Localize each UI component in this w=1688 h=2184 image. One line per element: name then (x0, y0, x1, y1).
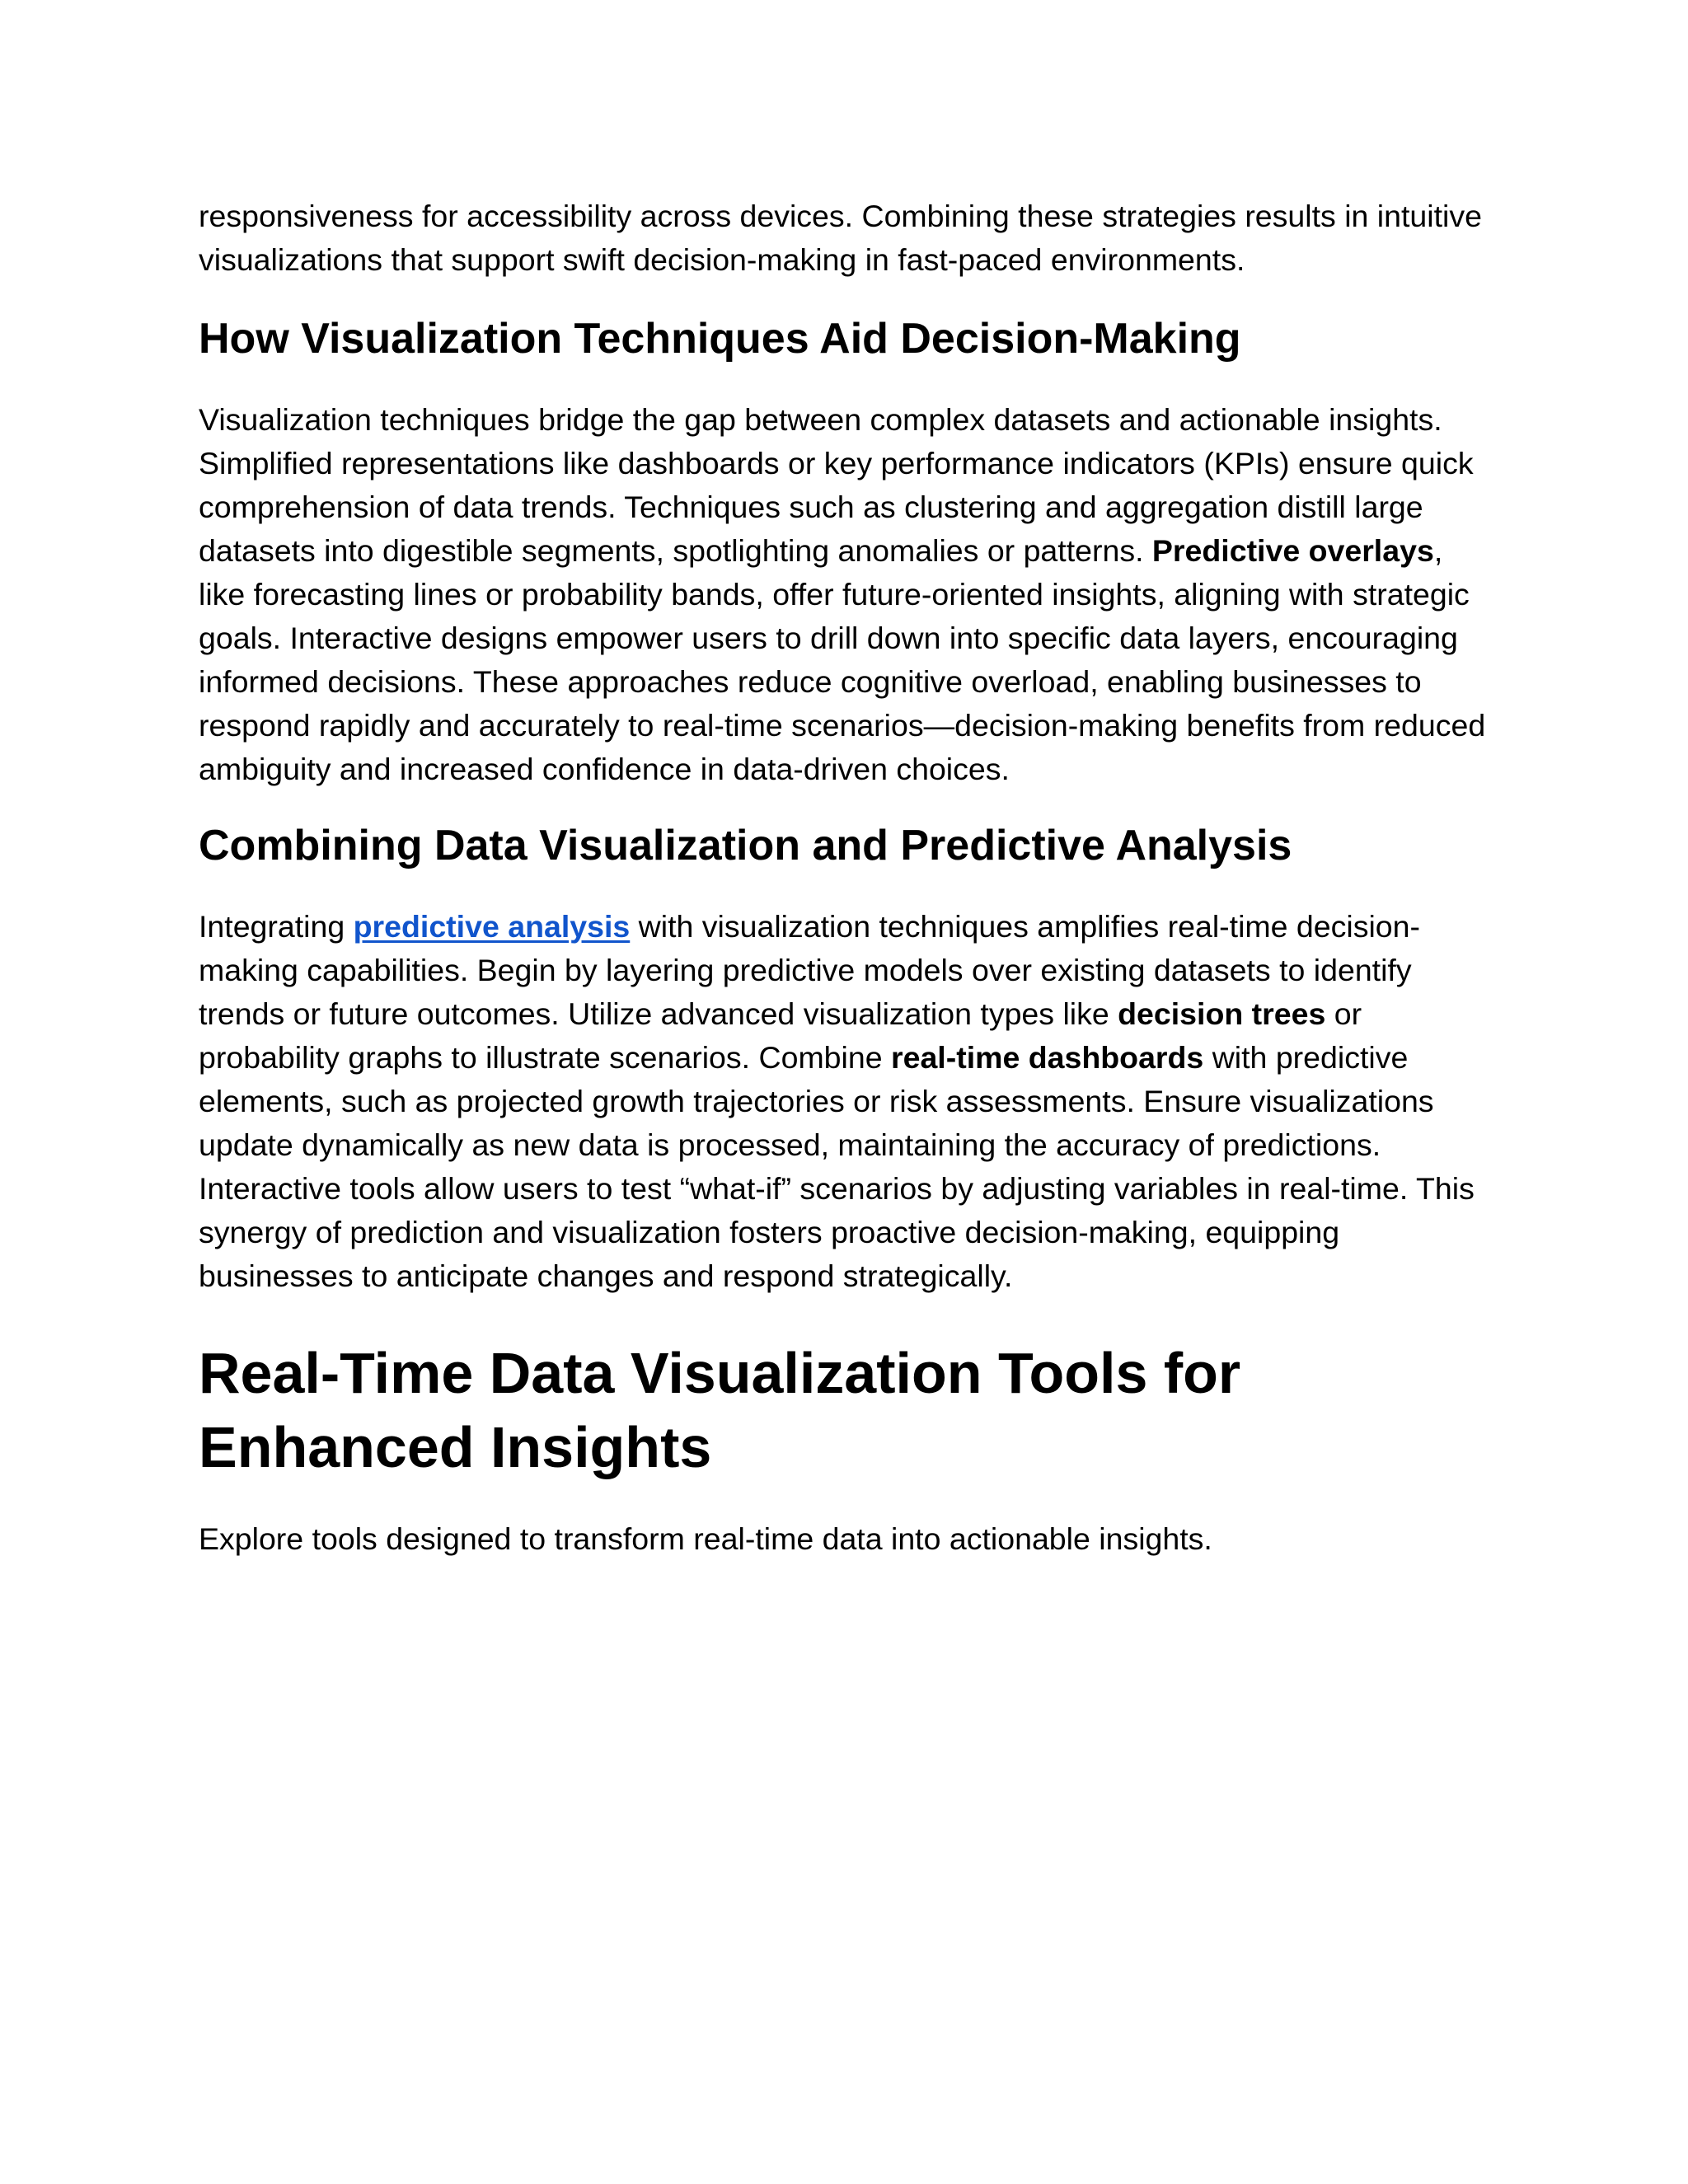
bold-term-real-time-dashboards: real-time dashboards (891, 1040, 1204, 1075)
bold-term-predictive-overlays: Predictive overlays (1151, 533, 1434, 568)
predictive-analysis-link[interactable]: predictive analysis (353, 909, 631, 944)
section-paragraph-predictive-analysis (199, 905, 1493, 1298)
section-heading-predictive-analysis: Combining Data Visualization and Predictive Analysis (199, 822, 1292, 869)
section-paragraph-visualization-techniques (199, 398, 1493, 791)
paragraph-text: with visualization techniques amplifies real-time decision-making capabilities. Begin by layering predictive models over existing datasets to identify trends or future outcomes. Utilize advanced visualization types like (199, 909, 1421, 1031)
paragraph-text: or probability graphs to illustrate scenarios. Combine (199, 996, 1362, 1075)
section-paragraph-real-time-tools: Explore tools designed to transform real-time data into actionable insights. (199, 1521, 1212, 1556)
paragraph-text: Integrating (199, 909, 354, 944)
bold-term-decision-trees: decision trees (1118, 996, 1326, 1031)
paragraph-text: with predictive elements, such as projected growth trajectories or risk assessments. Ensure visualizations update dynamically as new data is processed, maintaining the accuracy of predictions. Interactive tools allow users to test “what-if” scenarios by adjusting variables in real-time. This synergy of prediction and visualization fosters proactive decision-making, equipping businesses to anticipate changes and respond strategically. (199, 1040, 1475, 1293)
paragraph-text: Visualization techniques bridge the gap between complex datasets and actionable insights. Simplified representations like dashboards or key performance indicators (KPIs) ensure quick comprehension of data trends. Techniques such as clustering and aggregation distill large datasets into digestible segments, spotlighting anomalies or patterns. (199, 402, 1474, 568)
document-page (199, 194, 1493, 1561)
intro-paragraph: responsiveness for accessibility across devices. Combining these strategies results in intuitive visualizations that support swift decision-making in fast-paced environments. (199, 199, 1482, 277)
main-heading-real-time-tools: Real-Time Data Visualization Tools for Enhanced Insights (199, 1341, 1241, 1479)
section-heading-visualization-techniques: How Visualization Techniques Aid Decision-Making (199, 315, 1241, 363)
paragraph-text: , like forecasting lines or probability bands, offer future-oriented insights, aligning with strategic goals. Interactive designs empower users to drill down into specific data layers, encouraging informed decisions. These approaches reduce cognitive overload, enabling businesses to respond rapidly and accurately to real-time scenarios—decision-making benefits from reduced ambiguity and increased confidence in data-driven choices. (199, 533, 1486, 786)
